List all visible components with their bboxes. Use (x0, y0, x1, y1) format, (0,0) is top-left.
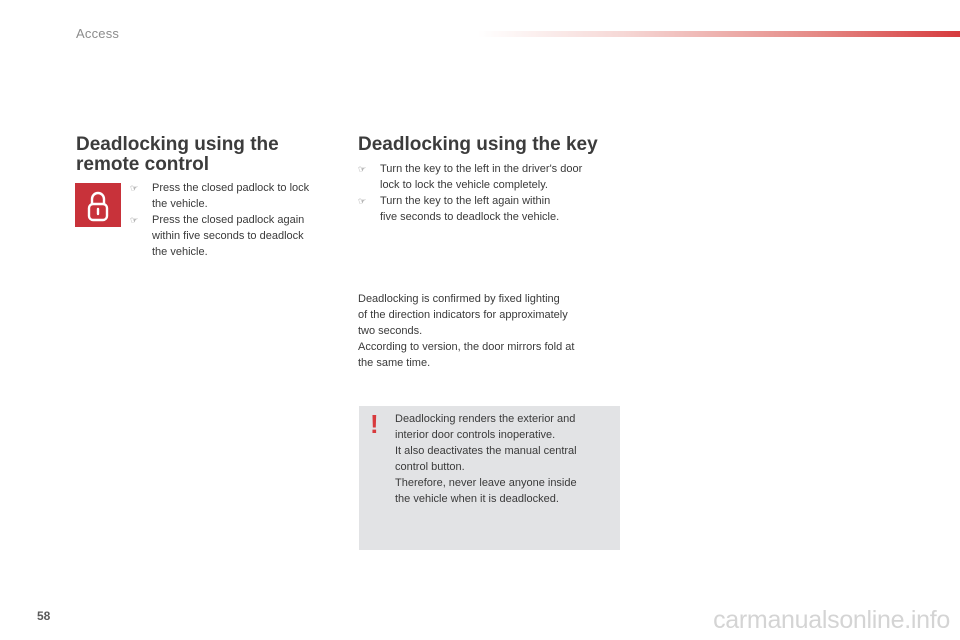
step-line: the vehicle. (152, 198, 208, 210)
padlock-closed-icon (75, 183, 121, 227)
arrow-bullet-icon: ☞ (130, 183, 139, 193)
remote-heading-line2: remote control (76, 154, 210, 175)
paragraph-line: of the direction indicators for approximately (358, 309, 568, 321)
step-line: Turn the key to the left again within (380, 195, 551, 207)
arrow-bullet-icon: ☞ (130, 215, 139, 225)
list-item (358, 161, 618, 193)
header-accent-bar (478, 31, 960, 37)
remote-steps-list (130, 180, 330, 260)
watermark: carmanualsonline.info (713, 606, 950, 634)
warning-line: the vehicle when it is deadlocked. (395, 493, 559, 505)
warning-line: Deadlocking renders the exterior and (395, 413, 576, 425)
step-line: Press the closed padlock to lock (152, 182, 310, 194)
warning-line: It also deactivates the manual central (395, 445, 577, 457)
step-line: lock to lock the vehicle completely. (380, 179, 548, 191)
page-number: 58 (37, 609, 51, 623)
arrow-bullet-icon: ☞ (358, 196, 367, 206)
arrow-bullet-icon: ☞ (358, 164, 367, 174)
key-steps-list (358, 161, 618, 225)
list-item (130, 180, 330, 212)
list-item (358, 193, 618, 225)
paragraph-line: According to version, the door mirrors fold at (358, 341, 575, 353)
paragraph-line: the same time. (358, 357, 431, 369)
remote-deadlock-heading (76, 135, 326, 175)
step-line: the vehicle. (152, 246, 208, 258)
step-line: five seconds to deadlock the vehicle. (380, 211, 560, 223)
warning-exclamation-icon: ! (370, 409, 379, 439)
warning-text (395, 411, 610, 507)
step-line: Press the closed padlock again (152, 214, 305, 226)
section-title: Access (76, 26, 120, 41)
list-item (130, 212, 330, 260)
remote-heading-line1: Deadlocking using the (76, 134, 279, 155)
warning-line: Therefore, never leave anyone inside (395, 477, 577, 489)
step-line: within five seconds to deadlock (152, 230, 304, 242)
warning-line: interior door controls inoperative. (395, 429, 556, 441)
paragraph-line: Deadlocking is confirmed by fixed lighting (358, 293, 560, 305)
paragraph-line: two seconds. (358, 325, 423, 337)
confirmation-paragraph (358, 291, 608, 371)
step-line: Turn the key to the left in the driver's door (380, 163, 583, 175)
warning-line: control button. (395, 461, 465, 473)
key-deadlock-heading: Deadlocking using the key (358, 134, 598, 155)
